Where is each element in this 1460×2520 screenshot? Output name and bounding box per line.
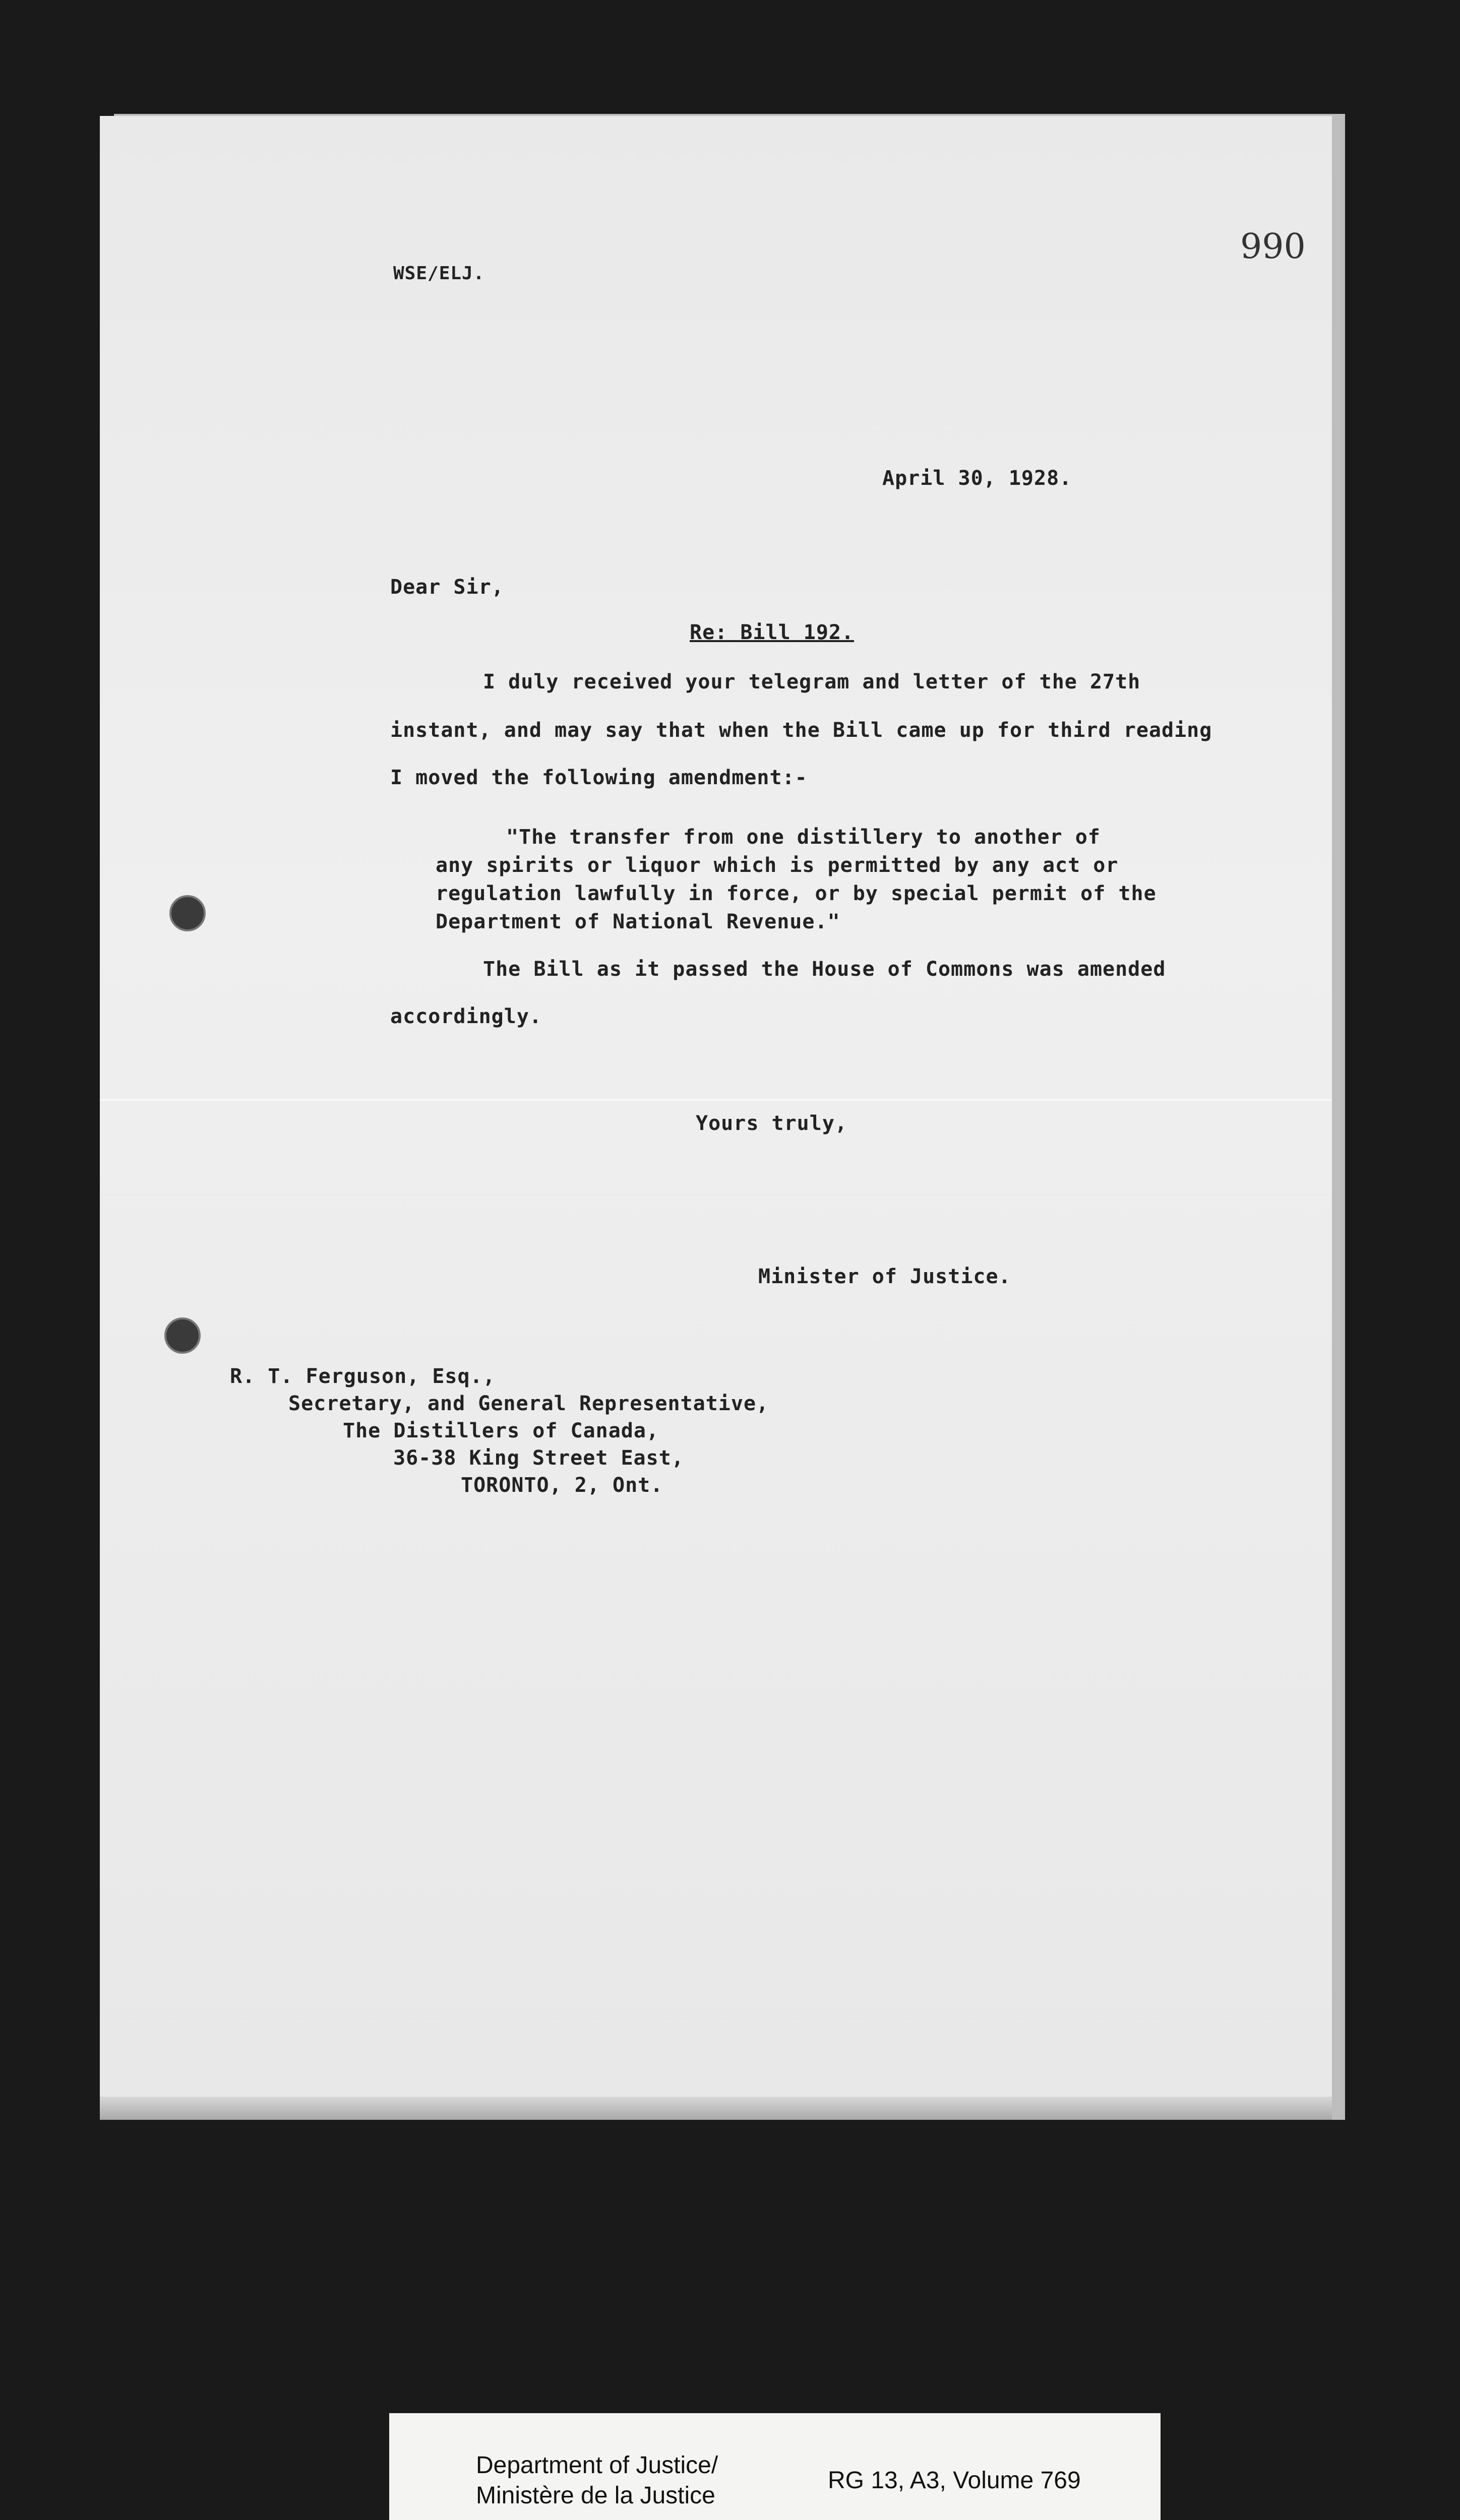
department-label-fr: Ministère de la Justice [476,2482,715,2509]
body-line: instant, and may say that when the Bill came up for third reading [390,719,1212,742]
addressee-line: TORONTO, 2, Ont. [461,1474,663,1497]
quote-line: regulation lawfully in force, or by special permit of the [436,882,1157,905]
letter-date: April 30, 1928. [882,467,1072,490]
punch-hole [164,1317,201,1354]
quote-line: Department of National Revenue." [436,910,840,933]
folio-number: 990 [1240,227,1306,267]
body-line: I duly received your telegram and letter of the 27th [483,670,1141,694]
quote-line: any spirits or liquor which is permitted by any act or [436,854,1119,877]
quote-line: "The transfer from one distillery to another of [506,826,1101,849]
punch-hole [169,895,206,931]
record-group-reference: RG 13, A3, Volume 769 [828,2467,1081,2494]
department-label-en: Department of Justice/ [476,2452,718,2479]
valediction: Yours truly, [696,1112,847,1135]
addressee-line: The Distillers of Canada, [343,1419,659,1442]
page-stack-edge [100,2097,1332,2120]
body-line: I moved the following amendment:- [390,766,808,789]
fold-line [100,1099,1332,1101]
subject-line: Re: Bill 192. [690,621,855,644]
reference-initials: WSE/ELJ. [393,263,485,284]
addressee-line: 36-38 King Street East, [393,1446,684,1470]
addressee-line: Secretary, and General Representative, [288,1392,769,1415]
archive-reference-card [389,2413,1161,2520]
letter-page [100,116,1332,2120]
addressee-line: R. T. Ferguson, Esq., [230,1365,496,1388]
closing-line: The Bill as it passed the House of Commons was amended [483,958,1166,981]
closing-line: accordingly. [390,1005,542,1028]
signature-title: Minister of Justice. [758,1265,1011,1288]
salutation: Dear Sir, [390,576,504,599]
